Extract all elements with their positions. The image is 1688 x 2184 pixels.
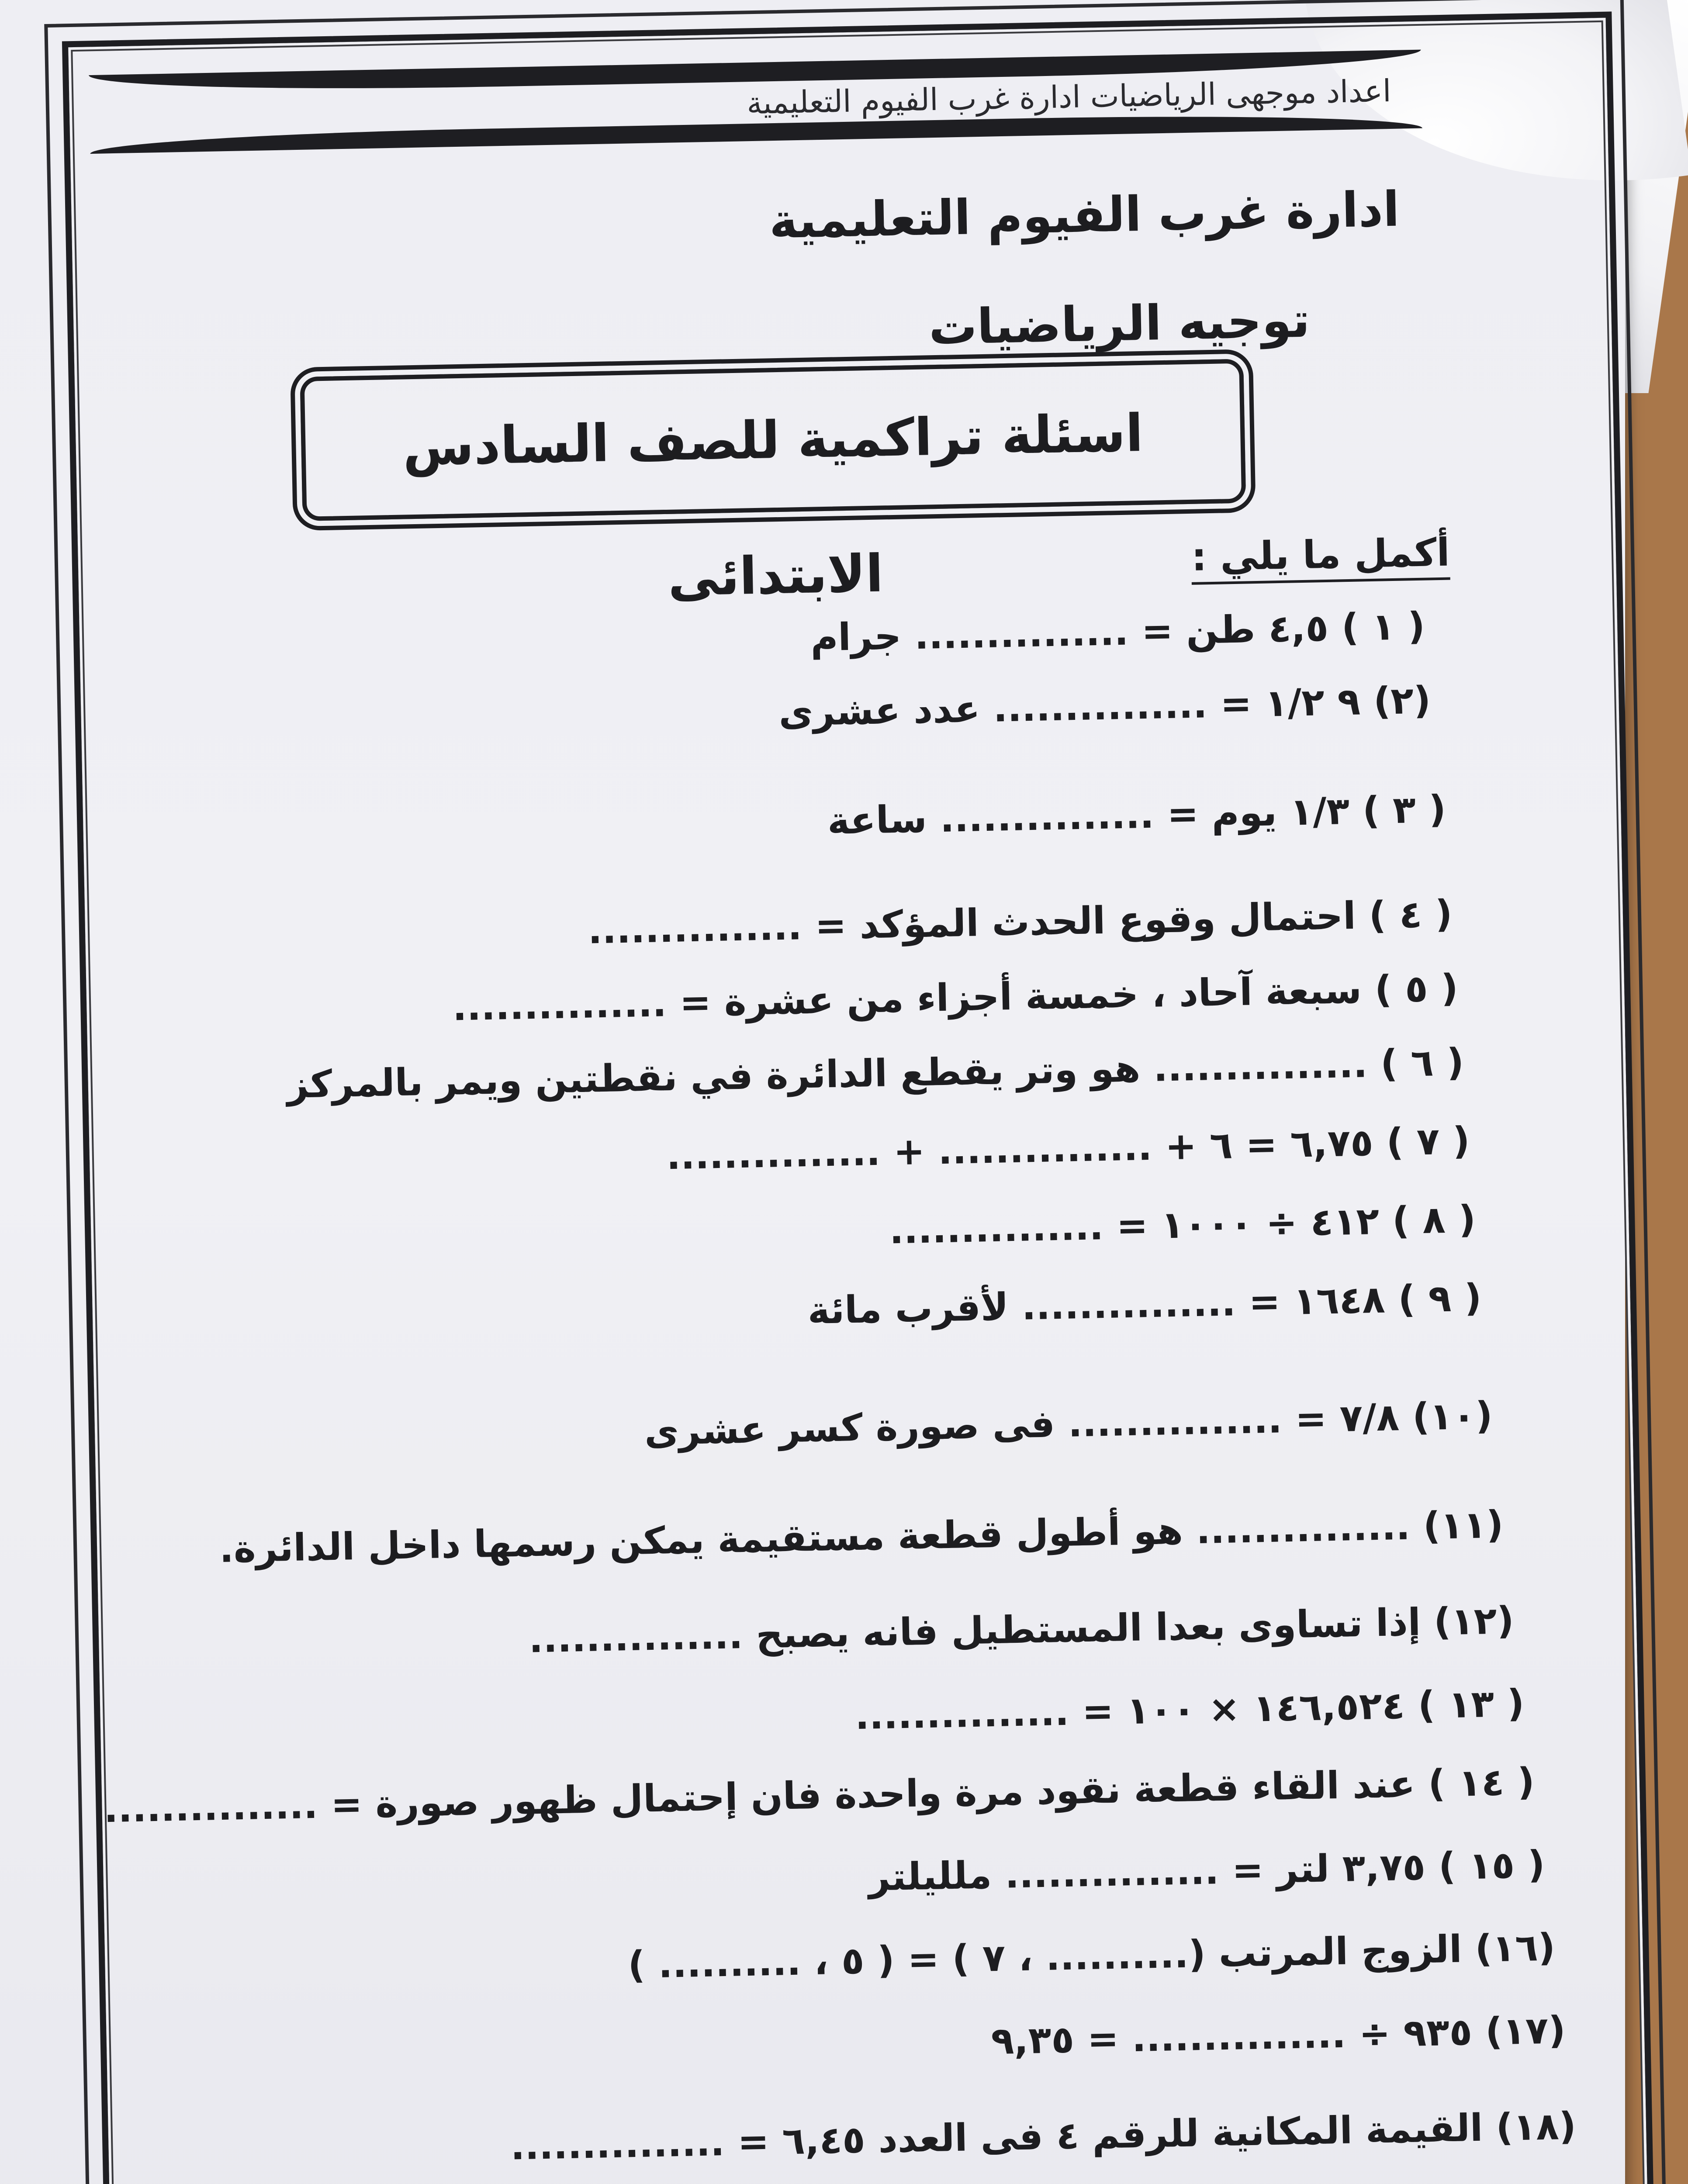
instruction-label: أكمل ما يلي : [1191, 530, 1450, 585]
question-4: ( ٤ ) احتمال وقوع الحدث المؤكد = ............... [587, 892, 1453, 953]
question-16: (١٦) الزوج المرتب (.......... ، ٧ ) = ( ٥ ، .......... ) [627, 1925, 1556, 1987]
question-9: ( ٩ ) ١٦٤٨ = ............... لأقرب مائة [807, 1276, 1482, 1333]
administration-heading: ادارة غرب الفيوم التعليمية [768, 181, 1400, 249]
question-5: ( ٥ ) سبعة آحاد ، خمسة أجزاء من عشرة = ............... [452, 966, 1459, 1030]
question-15: ( ١٥ ) ٣,٧٥ لتر = ............... ملليلتر [868, 1842, 1546, 1900]
question-12: (١٢) إذا تساوى بعدا المستطيل فانه يصبح ............... [528, 1599, 1515, 1662]
question-18: (١٨) القيمة المكانية للرقم ٤ فى العدد ٦,٤٥ = ............... [510, 2104, 1577, 2169]
question-17: (١٧) ٩٣٥ ÷ ............... = ٩,٣٥ [990, 2008, 1566, 2063]
department-heading: توجيه الرياضيات [928, 292, 1311, 356]
title-box [300, 359, 1246, 608]
question-11: (١١) ............... هو أطول قطعة مستقيمة يمكن رسمها داخل الدائرة. [219, 1503, 1504, 1572]
question-1: ( ١ ) ٤,٥ طن = ............... جرام [810, 604, 1425, 660]
question-13: ( ١٣ ) ١٤٦,٥٢٤ × ١٠٠ = ............... [854, 1681, 1525, 1738]
worksheet-title: اسئلة تراكمية للصف السادس الابتدائى [402, 402, 1144, 608]
header-banner [89, 50, 1422, 159]
question-3: ( ٣ ) ١/٣ يوم = ............... ساعة [827, 787, 1446, 843]
question-6: ( ٦ ) ............... هو وتر يقطع الدائرة في نقطتين ويمر بالمركز [286, 1040, 1465, 1107]
question-10: (١٠) ٧/٨ = ............... فى صورة كسر عشرى [644, 1394, 1493, 1454]
banner-text: اعداد موجهى الرياضيات ادارة غرب الفيوم التعليمية [746, 73, 1392, 121]
question-14: ( ١٤ ) عند القاء قطعة نقود مرة واحدة فان إحتمال ظهور صورة = ............... [103, 1760, 1535, 1832]
question-8: ( ٨ ) ٤١٢ ÷ ١٠٠٠ = ............... [889, 1197, 1476, 1253]
question-2: (٢) ٩ ١/٢ = ............... عدد عشرى [778, 678, 1432, 735]
question-7: ( ٧ ) ٦,٧٥ = ٦ + ............... + ............... [666, 1119, 1470, 1178]
